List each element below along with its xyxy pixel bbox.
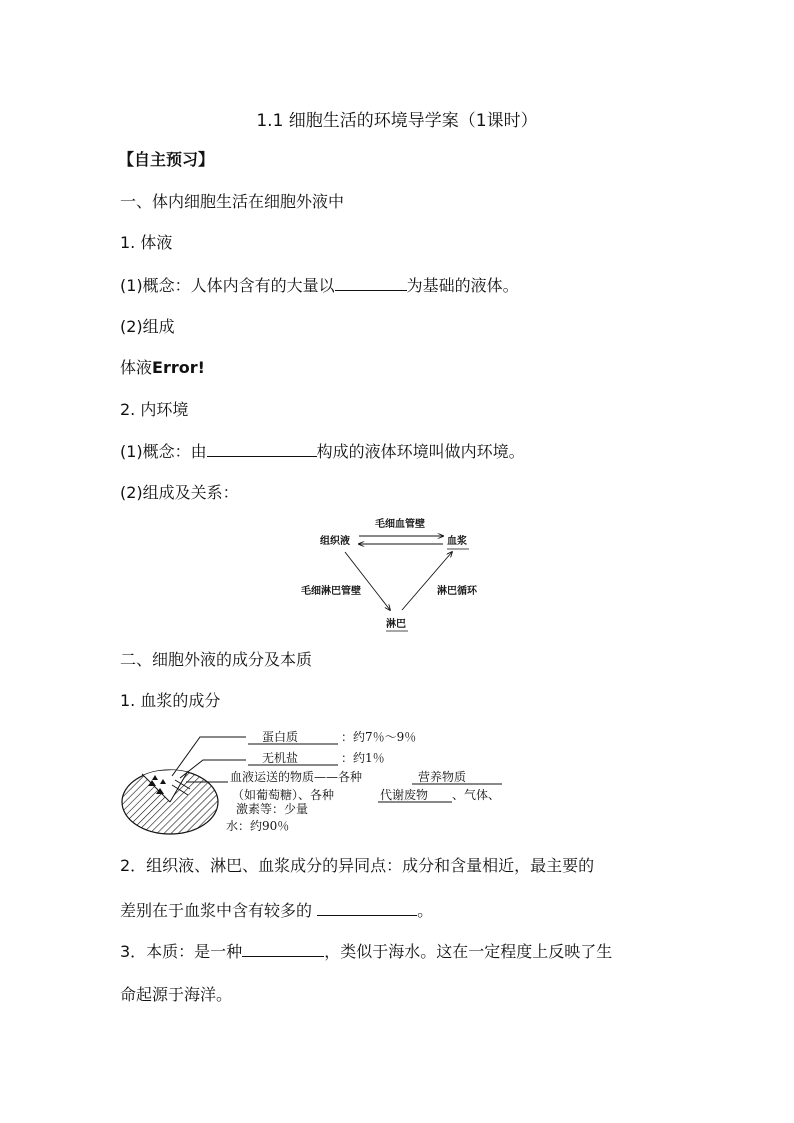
water-line: 水：约90％ [226,819,290,833]
transport-line1: 血液运送的物质——各种 [230,770,363,784]
item2-line2-after: 。 [417,901,434,920]
capillary-wall-label: 毛细血管壁 [375,519,425,530]
transport-line2: （如葡萄糖）、各种 [232,788,335,802]
tissue-fluid-label: 组织液 [320,536,350,547]
blank-salt-solution[interactable] [242,941,324,957]
lymph-circulation-label: 淋巴循环 [437,586,477,597]
salt-label: 无机盐 [262,751,299,765]
protein-label: 蛋白质 [262,730,299,744]
nutrients-label: 营养物质 [418,770,467,784]
part2-item1-title: 1. 血浆的成分 [120,691,221,710]
transport-line2-tail: 、气体、 [452,788,501,802]
item2-concept-before: (1)概念：由 [120,442,207,461]
lymph-label: 淋巴 [386,619,406,630]
item2-title: 2. 内环境 [120,400,189,419]
part2-heading: 二、细胞外液的成分及本质 [120,650,313,669]
item2-line2-before: 差别在于血浆中含有较多的 [120,901,313,920]
item1-title: 1. 体液 [120,233,173,252]
part2-item2-line1: 2．组织液、淋巴、血浆成分的异同点：成分和含量相近，最主要的 [120,856,595,875]
item2-concept-after: 构成的液体环境叫做内环境。 [316,442,525,461]
part1-heading: 一、体内细胞生活在细胞外液中 [120,192,345,211]
transport-line3: 激素等：少量 [236,802,309,816]
item2-relation: (2)组成及关系： [120,483,239,502]
protein-value: ：约7％～9％ [341,730,417,744]
item1-concept-before: (1)概念：人体内含有的大量以 [120,276,335,295]
lymph-capillary-wall-label: 毛细淋巴管壁 [301,586,361,597]
waste-label: 代谢废物 [380,788,429,802]
blank-protein[interactable] [317,900,417,916]
item1-composition: (2)组成 [120,317,175,336]
part2-item3-line2: 命起源于海洋。 [120,985,233,1004]
salt-value: ：约1％ [341,751,385,765]
section-heading-preview: 【自主预习】 [118,150,215,169]
item3-line1-before: 3．本质：是一种 [120,942,243,961]
error-text: Error! [152,358,205,377]
plasma-label: 血浆 [447,536,467,547]
part2-item3-line1 [120,941,612,962]
part2-item2-line2 [120,900,433,921]
body-fluid-label: 体液 [120,358,153,377]
page-title: 1.1 细胞生活的环境导学案（1课时） [256,111,538,131]
item1-concept-after: 为基础的液体。 [406,276,519,295]
item3-line1-after: ，类似于海水。这在一定程度上反映了生 [324,942,613,961]
